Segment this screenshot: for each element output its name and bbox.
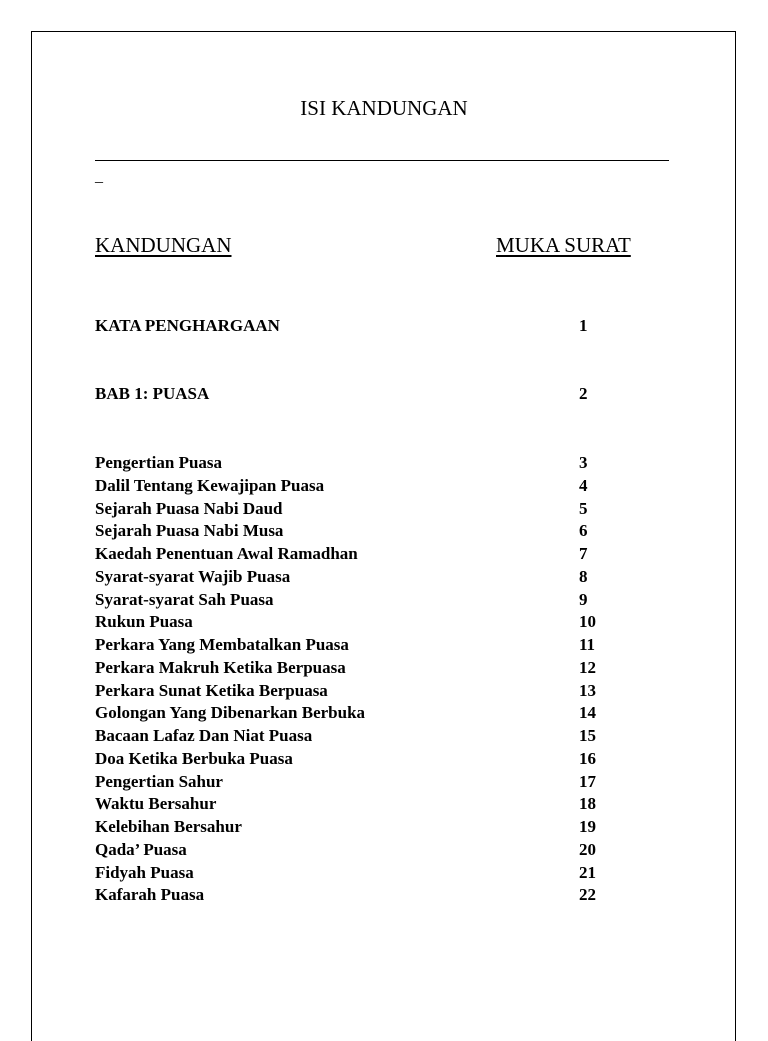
toc-entry-label: Sejarah Puasa Nabi Daud [95, 498, 283, 518]
toc-entry-label: Pengertian Sahur [95, 771, 223, 791]
toc-entry-label: Kaedah Penentuan Awal Ramadhan [95, 544, 358, 563]
toc-entry-page: 4 [579, 475, 588, 495]
toc-entry-page: 12 [579, 657, 596, 677]
column-header-page: MUKA SURAT [496, 233, 631, 257]
toc-entry-page: 22 [579, 885, 596, 905]
toc-entry-page: 20 [579, 839, 596, 859]
toc-entry-label: Dalil Tentang Kewajipan Puasa [95, 475, 325, 495]
column-header-content: KANDUNGAN [95, 233, 232, 257]
toc-entry-label: Waktu Bersahur [95, 794, 217, 814]
toc-entry-page: 15 [579, 726, 596, 745]
stray-dash: _ [95, 168, 103, 185]
toc-entry-page: 13 [579, 680, 596, 700]
section-label: KATA PENGHARGAAN [95, 316, 280, 335]
toc-entry-label: Perkara Makruh Ketika Berpuasa [95, 657, 346, 677]
toc-entry-page: 10 [579, 612, 596, 632]
toc-entry-page: 7 [579, 544, 588, 563]
toc-entry-page: 16 [579, 748, 596, 768]
section-page: 2 [579, 384, 588, 403]
toc-entry-page: 11 [579, 635, 596, 654]
toc-entry-label: Kafarah Puasa [95, 885, 205, 905]
toc-entry-page: 19 [579, 817, 596, 836]
toc-entry-label: Perkara Sunat Ketika Berpuasa [95, 680, 328, 700]
toc-entry-page: 14 [579, 703, 596, 723]
toc-entry-page: 18 [579, 794, 596, 814]
toc-entry-label: Kelebihan Bersahur [95, 817, 242, 836]
page-title: ISI KANDUNGAN [300, 96, 468, 120]
toc-entry-label: Bacaan Lafaz Dan Niat Puasa [95, 726, 313, 745]
toc-entry-label: Syarat-syarat Wajib Puasa [95, 566, 291, 586]
toc-entry-page: 17 [579, 771, 596, 791]
toc-entry-label: Sejarah Puasa Nabi Musa [95, 521, 284, 541]
toc-entry-page: 5 [579, 498, 588, 518]
section-page: 1 [579, 316, 588, 335]
toc-entry-page: 8 [579, 566, 588, 586]
toc-entry-page: 21 [579, 862, 596, 882]
toc-entry-label: Syarat-syarat Sah Puasa [95, 589, 274, 609]
toc-entry-label: Doa Ketika Berbuka Puasa [95, 748, 293, 768]
toc-entry-label: Pengertian Puasa [95, 453, 223, 472]
title-rule [95, 160, 669, 161]
toc-entry-label: Perkara Yang Membatalkan Puasa [95, 635, 349, 654]
toc-entry-label: Fidyah Puasa [95, 862, 194, 882]
toc-entry-label: Golongan Yang Dibenarkan Berbuka [95, 703, 366, 723]
toc-entry-label: Rukun Puasa [95, 612, 193, 632]
section-label: BAB 1: PUASA [95, 384, 210, 403]
toc-entry-page: 9 [579, 589, 588, 609]
toc-entry-label: Qada’ Puasa [95, 839, 187, 859]
toc-entry-page: 6 [579, 521, 588, 541]
toc-entry-page: 3 [579, 453, 588, 472]
